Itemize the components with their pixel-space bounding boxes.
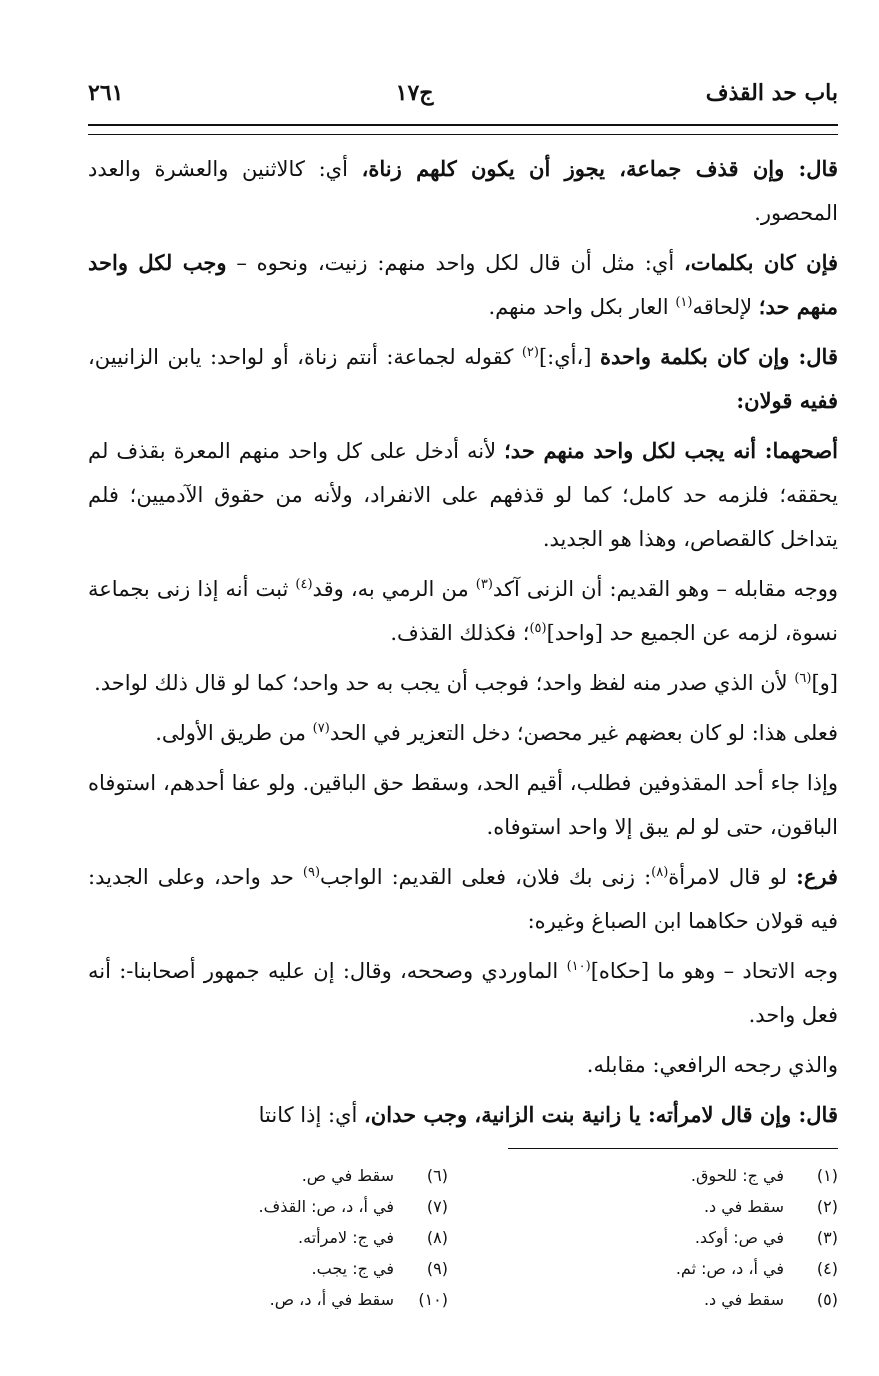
- text-span: أي: إذا كانتا: [258, 1103, 365, 1127]
- text-span: ثبت أنه إذا زنى بجماعة نسوة، لزمه عن الجميع حد [واحد]: [88, 577, 838, 645]
- volume-number: ج١٧: [395, 80, 434, 106]
- footnote: [478, 1222, 838, 1253]
- bold-text: قال: وإن قال لامرأته: يا زانية بنت الزانية، وجب حدان،: [364, 1102, 838, 1127]
- paragraph: [88, 567, 838, 655]
- paragraph: [88, 711, 838, 755]
- footnotes-left-column: [88, 1160, 448, 1315]
- footnotes: [88, 1160, 838, 1315]
- footnote-ref: (٨): [651, 865, 669, 880]
- footnote-ref: (٧): [312, 721, 330, 736]
- footnote-number: (١): [816, 1166, 838, 1185]
- footnote-ref: (٦): [794, 671, 812, 686]
- footnote: [478, 1160, 838, 1191]
- text-span: وإذا جاء أحد المقذوفين فطلب، أقيم الحد، وسقط حق الباقين. ولو عفا أحدهم، استوفاه الباقون، حتى لو لم يبق إلا واحد استوفاه.: [88, 771, 838, 839]
- footnote-text: في ج: للحوق.: [690, 1166, 784, 1185]
- text-span: أي: مثل أن قال لكل واحد منهم: زنيت، ونحوه –: [226, 251, 684, 275]
- bold-text: قال: وإن كان بكلمة واحدة: [599, 344, 838, 369]
- footnote-text: في ج: لامرأته.: [298, 1228, 394, 1247]
- text-span: الماوردي وصححه، وقال: إن عليه جمهور أصحابنا-: أنه فعل واحد.: [88, 959, 838, 1027]
- footnote-text: سقط في د.: [703, 1290, 784, 1309]
- footnote-number: (٥): [816, 1290, 838, 1309]
- footnote-text: سقط في أ، د، ص.: [269, 1290, 394, 1309]
- paragraph: [88, 147, 838, 235]
- footnote-ref: (٢): [521, 345, 539, 360]
- bold-text: أصحهما: أنه يجب لكل واحد منهم حد؛: [504, 438, 838, 463]
- paragraph: [88, 1093, 838, 1137]
- footnote-text: في ج: يجب.: [311, 1259, 394, 1278]
- text-span: كقوله لجماعة: أنتم زناة، أو لواحد: يابن الزانيين،: [88, 345, 522, 369]
- text-span: أي: كالاثنين والعشرة والعدد المحصور.: [88, 157, 838, 225]
- text-span: [،أي:]: [538, 345, 600, 369]
- running-header: [88, 80, 838, 124]
- text-span: لو قال لامرأة: [668, 865, 797, 889]
- paragraph: [88, 335, 838, 423]
- paragraph: [88, 855, 838, 943]
- footnote-number: (٩): [426, 1259, 448, 1278]
- footnote: [88, 1284, 448, 1315]
- book-page: [88, 80, 839, 1309]
- footnote-text: في أ، د، ص: القذف.: [258, 1197, 394, 1216]
- paragraph: [88, 1043, 838, 1087]
- bold-text: فرع:: [796, 864, 838, 889]
- footnote-number: (٦): [426, 1166, 448, 1185]
- text-span: العار بكل واحد منهم.: [488, 295, 676, 319]
- text-span: لإلحاقه: [692, 295, 759, 319]
- footnotes-right-column: [478, 1160, 838, 1315]
- footnote: [88, 1160, 448, 1191]
- text-span: فعلى هذا: لو كان بعضهم غير محصن؛ دخل التعزير في الحد: [329, 721, 838, 745]
- page-number: ٢٦١: [88, 80, 124, 106]
- footnote: [478, 1284, 838, 1315]
- text-span: : زنى بك فلان، فعلى القديم: الواجب: [320, 865, 652, 889]
- paragraph: [88, 761, 838, 849]
- paragraph: [88, 429, 838, 561]
- bold-text: قال: وإن قذف جماعة، يجوز أن يكون كلهم زناة،: [361, 156, 838, 181]
- footnote-number: (٧): [426, 1197, 448, 1216]
- footnote-text: في أ، د، ص: ثم.: [675, 1259, 784, 1278]
- text-span: وجه الاتحاد – وهو ما [حكاه]: [590, 959, 839, 983]
- footnote: [478, 1191, 838, 1222]
- footnote-ref: (٥): [529, 621, 547, 636]
- text-span: لأنه أدخل على كل واحد منهم المعرة بقذف لم يحققه؛ فلزمه حد كامل؛ كما لو قذفهم على الانفراد، ولأنه من حقوق الآدميين؛ فلم يتداخل كالقصاص، وهذا هو الجديد.: [88, 439, 838, 551]
- text-span: والذي رجحه الرافعي: مقابله.: [586, 1053, 838, 1077]
- paragraph: [88, 241, 838, 329]
- footnote-ref: (٤): [295, 577, 313, 592]
- bold-text: فإن كان بكلمات،: [683, 250, 839, 275]
- paragraph: [88, 949, 838, 1037]
- footnote-ref: (١): [675, 295, 693, 310]
- paragraph: [88, 661, 838, 705]
- footnote: [88, 1222, 448, 1253]
- footnote: [478, 1253, 838, 1284]
- chapter-title: باب حد القذف: [705, 80, 838, 106]
- footnote-number: (٢): [816, 1197, 838, 1216]
- footnote-ref: (١٠): [566, 959, 591, 974]
- header-rule: [88, 124, 838, 135]
- text-span: لأن الذي صدر منه لفظ واحد؛ فوجب أن يجب به حد واحد؛ كما لو قال ذلك لواحد.: [94, 671, 795, 695]
- text-span: من طريق الأولى.: [155, 721, 313, 745]
- footnote-number: (٨): [426, 1228, 448, 1247]
- footnote-text: سقط في د.: [703, 1197, 784, 1216]
- footnote-ref: (٣): [475, 577, 493, 592]
- footnote-number: (٣): [816, 1228, 838, 1247]
- text-span: ووجه مقابله – وهو القديم: أن الزنى آكد: [492, 577, 838, 601]
- text-span: حد واحد، وعلى الجديد: فيه قولان حكاهما ابن الصباغ وغيره:: [88, 865, 838, 933]
- footnote-rule: [508, 1148, 838, 1149]
- bold-text: ففيه قولان:: [736, 388, 838, 413]
- text-span: [و]: [811, 671, 838, 695]
- footnote-text: في ص: أوكد.: [694, 1228, 784, 1247]
- footnote: [88, 1253, 448, 1284]
- footnote: [88, 1191, 448, 1222]
- main-text: [88, 147, 838, 1137]
- footnote-number: (٤): [816, 1259, 838, 1278]
- text-span: ؛ فكذلك القذف.: [390, 621, 530, 645]
- footnote-number: (١٠): [418, 1290, 448, 1309]
- footnote-ref: (٩): [302, 865, 321, 880]
- footnote-text: سقط في ص.: [301, 1166, 394, 1185]
- text-span: من الرمي به، وقد: [312, 577, 476, 601]
- bold-text: وجب لكل واحد منهم حد؛: [88, 250, 838, 319]
